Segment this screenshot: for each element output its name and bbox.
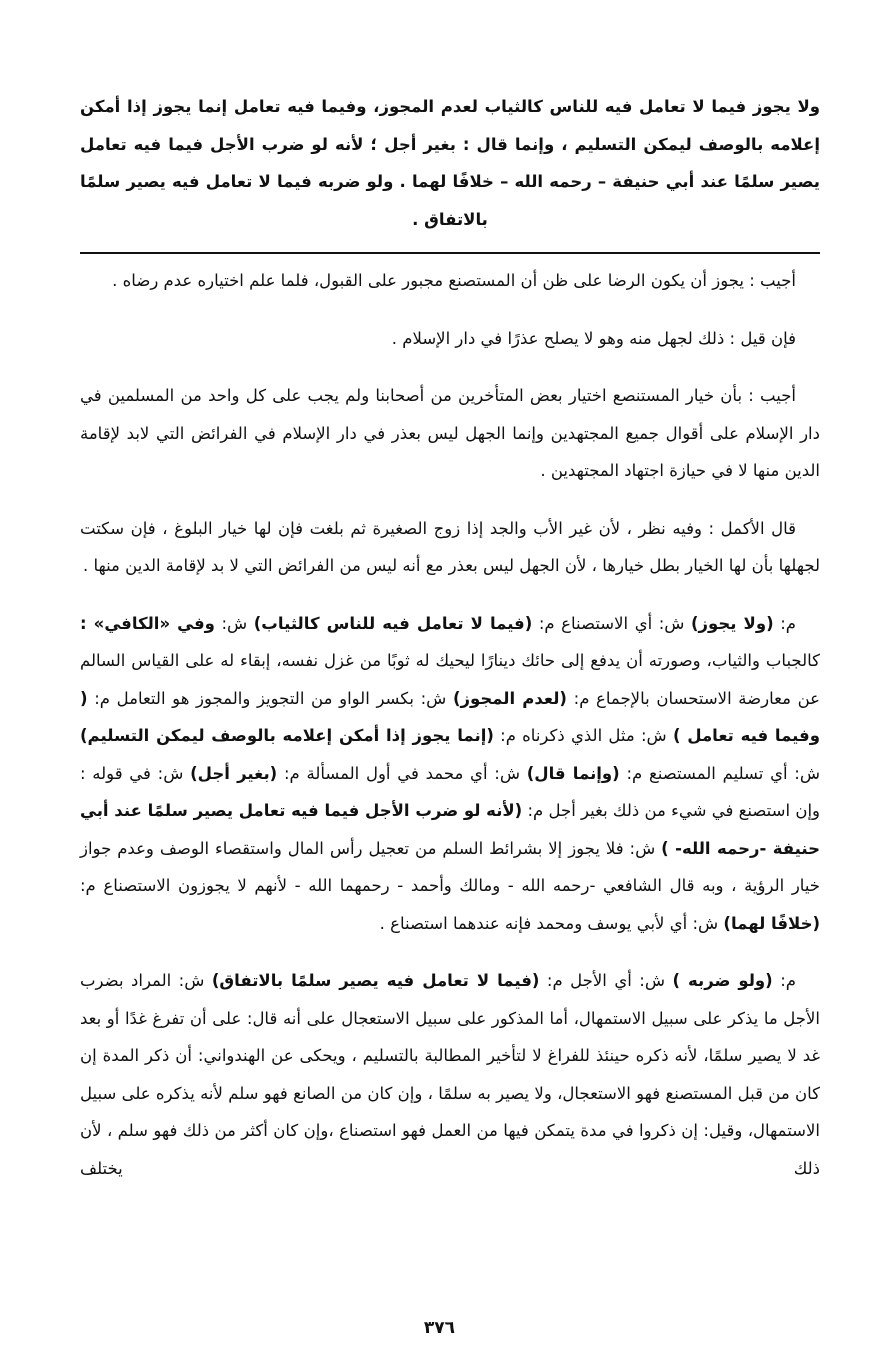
quoted-matn-segment: ( وفيما فيه تعامل ) <box>80 688 820 745</box>
quoted-matn-segment: (بغير أجل) <box>190 763 278 783</box>
quoted-matn-segment: (فيما لا تعامل فيه يصير سلمًا بالاتفاق) <box>211 971 540 990</box>
text-segment: فإن قيل : ذلك لجهل منه وهو لا يصلح عذرًا في دار الإسلام . <box>391 328 796 348</box>
page-number: ٣٧٦ <box>423 1318 456 1338</box>
quoted-matn-segment: وفي «الكافي» : <box>80 613 215 633</box>
quoted-matn-segment: (لعدم المجوز) <box>452 688 567 708</box>
commentary-paragraph <box>80 320 820 358</box>
commentary-paragraph <box>80 510 820 585</box>
text-segment: م: <box>772 971 796 990</box>
text-segment: ش: أي الأجل م: <box>539 971 673 990</box>
commentary <box>80 262 820 1187</box>
quoted-matn-segment: (ولا يجوز) <box>691 613 774 633</box>
text-segment: أجيب : بأن خيار المستنصع اختيار بعض المتأخرين من أصحابنا ولم يجب على كل واحد من المسلمين في دار الإسلام على أقوال جميع المجتهدين وإنما الجهل ليس بعذر في دار الإسلام في الفرائض التي لابد لإقامة الدين منها لا في حيازة اجتهاد المجتهدين . <box>80 386 820 480</box>
commentary-paragraph <box>80 962 820 1187</box>
text-segment: ش: أي لأبي يوسف ومحمد فإنه عندهما استصناع . <box>379 913 724 933</box>
text-segment: ش: فلا يجوز إلا بشرائط السلم من تعجيل رأس المال واستقصاء الوصف وعدم جواز خيار الرؤية ، وبه قال الشافعي -رحمه الله - ومالك وأحمد - رحمهما الله - لأنهم لا يجوزون الاستصناع م: <box>80 838 820 895</box>
quoted-matn-segment: (خلافًا لهما) <box>723 913 820 933</box>
text-segment: ش: <box>214 613 254 633</box>
page-body <box>80 88 820 1187</box>
commentary-paragraph <box>80 262 820 300</box>
quoted-matn-segment: (وإنما قال) <box>526 763 620 783</box>
quoted-matn-segment: (إنما يجوز إذا أمكن إعلامه بالوصف ليمكن التسليم) <box>80 726 494 745</box>
separator-rule <box>80 252 820 254</box>
text-segment: ش: بكسر الواو من التجويز والمجوز هو التعامل م: <box>87 688 453 708</box>
quoted-matn-segment: (ولو ضربه ) <box>672 971 773 990</box>
text-segment: ش: أي الاستصناع م: <box>532 613 692 633</box>
text-segment: ش: مثل الذي ذكرناه م: <box>493 726 673 745</box>
text-segment: كالجباب والثياب، وصورته أن يدفع إلى حائك دينارًا ليحيك له ثوبًا من غزل نفسه، إبقاء له على القياس السالم عن معارضة الاستحسان بالإجماع م: <box>80 651 821 708</box>
text-segment: ش: أي تسليم المستصنع م: <box>619 763 821 783</box>
quoted-matn-segment: (لأنه لو ضرب الأجل فيما فيه تعامل يصير سلمًا عند أبي حنيفة -رحمه الله- ) <box>80 801 820 858</box>
commentary-paragraph <box>80 377 820 490</box>
main-text-tail: بالاتفاق . <box>412 209 488 229</box>
main-text <box>80 88 820 238</box>
commentary-paragraph <box>80 605 820 943</box>
quoted-matn-segment: (فيما لا تعامل فيه للناس كالثياب) <box>253 613 533 633</box>
text-segment: ش: المراد بضرب الأجل ما يذكر على سبيل الاستمهال، أما المذكور على سبيل الاستعجال على أنه قال: على أن تفرغ غدًا أو بعد غد لا يصير سلمًا، لأنه ذكره حينئذ للفراغ لا لتأخير المطالبة بالتسليم ، ويحكى عن الهندواني: أن ذكر المدة إن كان من قبل المستصنع فهو الاستعجال، ولا يصير به سلمًا ، وإن كان من الصانع فهو سلم لأنه يذكره على سبيل الاستمهال، وقيل: إن ذكروا في مدة يتمكن فيها من العمل فهو استصناع ،وإن كان أكثر من ذلك فهو سلم ، لأن ذلك يختلف <box>80 971 820 1178</box>
text-segment: ش: أي محمد في أول المسألة م: <box>277 763 527 783</box>
text-segment: قال الأكمل : وفيه نظر ، لأن غير الأب والجد إذا زوج الصغيرة ثم بلغت فإن لها خيار البلوغ ، فإن سكتت لجهلها بأن لها الخيار بطل خيارها ، لأن الجهل ليس بعذر مع أنه ليس من الفرائض التي لا بد لإقامة الدين منها . <box>80 518 820 575</box>
text-segment: م: <box>773 613 796 633</box>
main-text-body: ولا يجوز فيما لا تعامل فيه للناس كالثياب لعدم المجوز، وفيما فيه تعامل إنما يجوز إذا أمكن إعلامه بالوصف ليمكن التسليم ، وإنما قال : بغير أجل ؛ لأنه لو ضرب الأجل فيما فيه تعامل يصير سلمًا عند أبي حنيفة – رحمه الله – خلافًا لهما . ولو ضربه فيما لا تعامل فيه يصير سلمًا <box>80 97 820 191</box>
text-segment: ش: في قوله : وإن استصنع في شيء من ذلك بغير أجل م: <box>80 763 820 820</box>
text-segment: أجيب : يجوز أن يكون الرضا على ظن أن المستصنع مجبور على القبول، فلما علم اختياره عدم رضاه . <box>112 271 796 290</box>
